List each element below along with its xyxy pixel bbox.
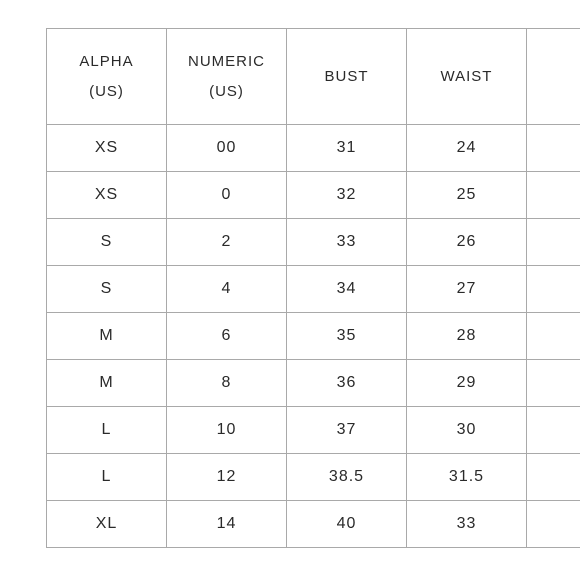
header-waist-label: WAIST <box>440 67 493 85</box>
header-bust <box>287 29 407 125</box>
numeric-cell: 2 <box>167 219 287 266</box>
cut-off-cell <box>527 125 580 172</box>
waist-cell: 24 <box>407 125 527 172</box>
table-row <box>47 219 580 266</box>
cut-off-cell <box>527 454 580 501</box>
alpha-cell: XS <box>47 172 167 219</box>
table-row <box>47 501 580 548</box>
waist-cell: 29 <box>407 360 527 407</box>
bust-cell: 31 <box>287 125 407 172</box>
alpha-cell: S <box>47 219 167 266</box>
cut-off-cell <box>527 407 580 454</box>
size-chart-body <box>47 125 580 548</box>
alpha-cell: M <box>47 313 167 360</box>
header-numeric-label: NUMERIC <box>188 52 265 70</box>
cut-off-cell <box>527 172 580 219</box>
waist-cell: 31.5 <box>407 454 527 501</box>
table-row <box>47 172 580 219</box>
bust-cell: 36 <box>287 360 407 407</box>
table-row <box>47 454 580 501</box>
waist-cell: 25 <box>407 172 527 219</box>
size-chart-table <box>46 28 580 548</box>
numeric-cell: 12 <box>167 454 287 501</box>
table-row <box>47 266 580 313</box>
numeric-cell: 4 <box>167 266 287 313</box>
header-numeric-unit: (US) <box>209 82 244 100</box>
cut-off-cell <box>527 360 580 407</box>
waist-cell: 26 <box>407 219 527 266</box>
header-bust-label: BUST <box>324 67 369 85</box>
bust-cell: 32 <box>287 172 407 219</box>
bust-cell: 35 <box>287 313 407 360</box>
alpha-cell: L <box>47 454 167 501</box>
table-row <box>47 407 580 454</box>
bust-cell: 40 <box>287 501 407 548</box>
cut-off-cell <box>527 501 580 548</box>
size-chart-container <box>46 28 580 550</box>
numeric-cell: 14 <box>167 501 287 548</box>
bust-cell: 38.5 <box>287 454 407 501</box>
bust-cell: 37 <box>287 407 407 454</box>
cut-off-cell <box>527 219 580 266</box>
header-alpha-unit: (US) <box>89 82 124 100</box>
table-row <box>47 360 580 407</box>
header-waist <box>407 29 527 125</box>
header-alpha-us <box>47 29 167 125</box>
numeric-cell: 00 <box>167 125 287 172</box>
table-row <box>47 125 580 172</box>
waist-cell: 30 <box>407 407 527 454</box>
header-numeric-us <box>167 29 287 125</box>
bust-cell: 33 <box>287 219 407 266</box>
alpha-cell: S <box>47 266 167 313</box>
alpha-cell: L <box>47 407 167 454</box>
numeric-cell: 6 <box>167 313 287 360</box>
alpha-cell: XS <box>47 125 167 172</box>
alpha-cell: M <box>47 360 167 407</box>
alpha-cell: XL <box>47 501 167 548</box>
table-row <box>47 313 580 360</box>
waist-cell: 33 <box>407 501 527 548</box>
cut-off-cell <box>527 313 580 360</box>
header-cut-off <box>527 29 580 125</box>
numeric-cell: 8 <box>167 360 287 407</box>
header-alpha-label: ALPHA <box>79 52 134 70</box>
cut-off-cell <box>527 266 580 313</box>
numeric-cell: 10 <box>167 407 287 454</box>
numeric-cell: 0 <box>167 172 287 219</box>
header-row <box>47 29 580 125</box>
waist-cell: 28 <box>407 313 527 360</box>
bust-cell: 34 <box>287 266 407 313</box>
waist-cell: 27 <box>407 266 527 313</box>
